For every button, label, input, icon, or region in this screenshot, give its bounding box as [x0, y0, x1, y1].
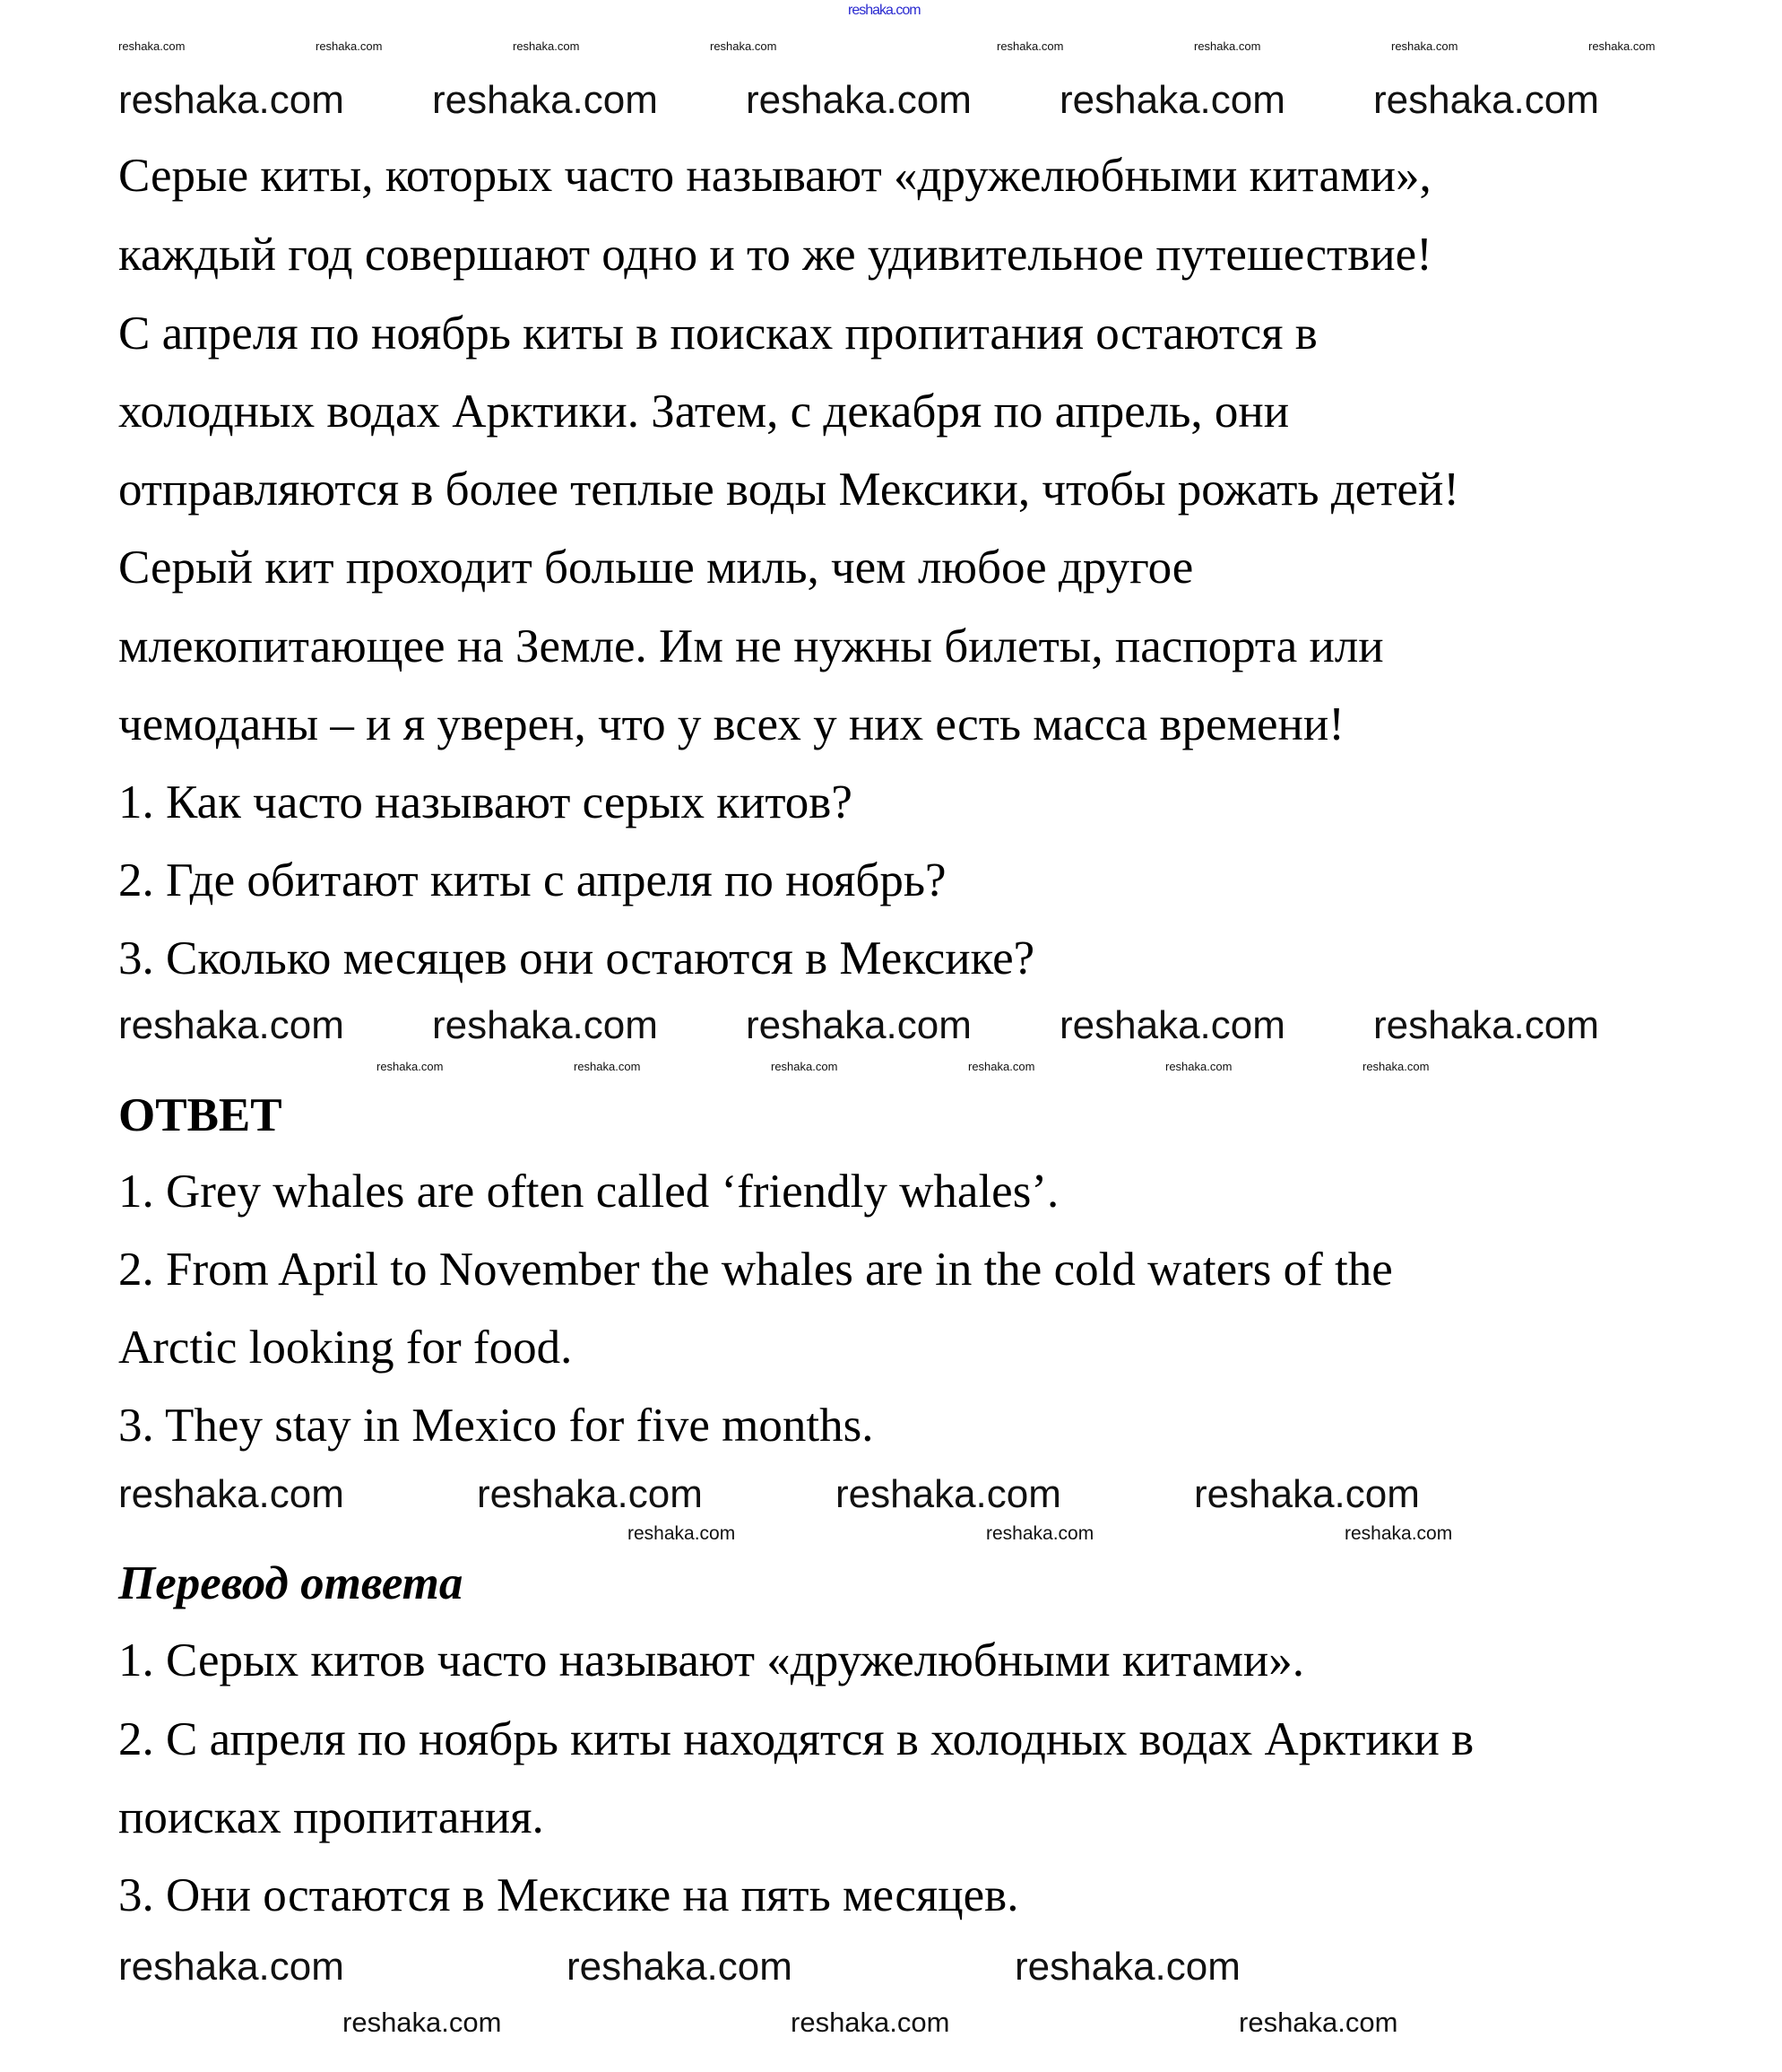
watermark: reshaka.com [376, 1060, 444, 1073]
watermark: reshaka.com [118, 1945, 344, 1989]
passage-line: каждый год совершают одно и то же удивительное путешествие! [118, 229, 1432, 281]
answer-heading: ОТВЕТ [118, 1089, 282, 1141]
watermark: reshaka.com [1194, 1472, 1420, 1516]
passage-line: млекопитающее на Земле. Им не нужны билеты, паспорта или [118, 620, 1384, 672]
watermark: reshaka.com [1362, 1060, 1430, 1073]
watermark: reshaka.com [118, 1472, 344, 1516]
passage-line: чемоданы – и я уверен, что у всех у них есть масса времени! [118, 698, 1345, 750]
watermark: reshaka.com [791, 2007, 950, 2038]
translation-heading: Перевод ответа [118, 1557, 463, 1609]
watermark: reshaka.com [1165, 1060, 1233, 1073]
watermark: reshaka.com [1015, 1945, 1241, 1989]
answer-item: 1. Grey whales are often called ‘friendly whales’. [118, 1166, 1060, 1218]
translation-item: 1. Серых китов часто называют «дружелюбными китами». [118, 1634, 1304, 1686]
passage-line: Серый кит проходит больше миль, чем любое другое [118, 542, 1194, 594]
passage-line: отправляются в более теплые воды Мексики, чтобы рожать детей! [118, 464, 1460, 516]
watermark: reshaka.com [567, 1945, 792, 1989]
translation-item: 3. Они остаются в Мексике на пять месяцев. [118, 1869, 1019, 1921]
watermark: reshaka.com [118, 1003, 344, 1047]
watermark: reshaka.com [997, 39, 1064, 53]
watermark: reshaka.com [1391, 39, 1458, 53]
watermark: reshaka.com [1373, 78, 1599, 122]
watermark: reshaka.com [477, 1472, 703, 1516]
watermark: reshaka.com [746, 78, 972, 122]
watermark: reshaka.com [746, 1003, 972, 1047]
translation-item: поисках пропитания. [118, 1791, 544, 1843]
watermark: reshaka.com [432, 78, 658, 122]
watermark: reshaka.com [835, 1472, 1061, 1516]
watermark: reshaka.com [316, 39, 383, 53]
watermark: reshaka.com [118, 39, 186, 53]
watermark: reshaka.com [574, 1060, 641, 1073]
watermark: reshaka.com [1345, 1523, 1453, 1544]
question-item: 2. Где обитают киты с апреля по ноябрь? [118, 854, 947, 906]
watermark: reshaka.com [1239, 2007, 1398, 2038]
watermark: reshaka.com [1060, 1003, 1285, 1047]
watermark: reshaka.com [986, 1523, 1094, 1544]
passage-line: Серые киты, которых часто называют «дружелюбными китами», [118, 150, 1432, 202]
header-site-link[interactable]: reshaka.com [848, 3, 921, 18]
watermark: reshaka.com [1373, 1003, 1599, 1047]
watermark: reshaka.com [968, 1060, 1035, 1073]
watermark: reshaka.com [627, 1523, 736, 1544]
answer-item: 2. From April to November the whales are in the cold waters of the [118, 1244, 1393, 1296]
watermark: reshaka.com [1588, 39, 1656, 53]
passage-line: С апреля по ноябрь киты в поисках пропитания остаются в [118, 308, 1318, 360]
watermark: reshaka.com [342, 2007, 502, 2038]
answer-item: Arctic looking for food. [118, 1322, 573, 1374]
watermark: reshaka.com [771, 1060, 838, 1073]
translation-item: 2. С апреля по ноябрь киты находятся в холодных водах Арктики в [118, 1713, 1475, 1765]
watermark: reshaka.com [432, 1003, 658, 1047]
question-item: 3. Сколько месяцев они остаются в Мексике? [118, 932, 1035, 984]
watermark: reshaka.com [710, 39, 777, 53]
watermark: reshaka.com [1060, 78, 1285, 122]
watermark: reshaka.com [118, 78, 344, 122]
question-item: 1. Как часто называют серых китов? [118, 776, 852, 828]
watermark: reshaka.com [513, 39, 580, 53]
passage-line: холодных водах Арктики. Затем, с декабря по апрель, они [118, 386, 1290, 438]
watermark: reshaka.com [1194, 39, 1261, 53]
answer-item: 3. They stay in Mexico for five months. [118, 1400, 874, 1452]
